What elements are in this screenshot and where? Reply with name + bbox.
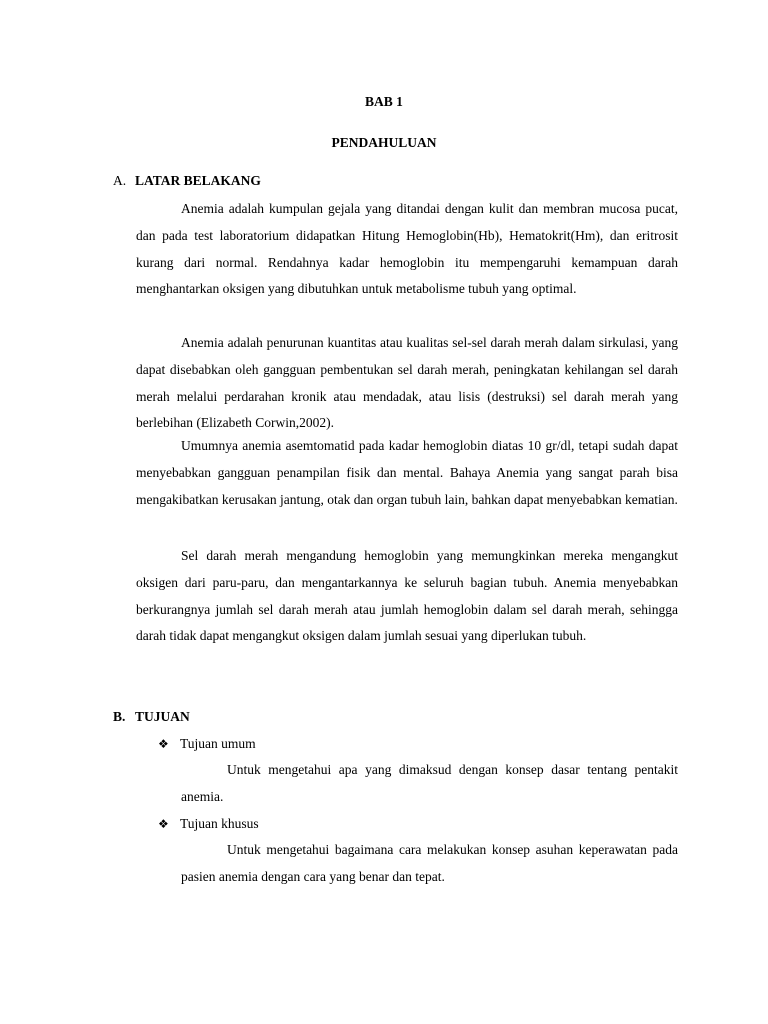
paragraph: Umumnya anemia asemtomatid pada kadar hemoglobin diatas 10 gr/dl, tetapi sudah dapat menyebabkan gangguan penampilan fisik dan mental. Bahaya Anemia yang sangat parah bisa mengakibatkan kerusakan jantung, otak dan organ tubuh lain, bahkan dapat menyebabkan kematian.	[136, 438, 678, 507]
paragraph: Anemia adalah penurunan kuantitas atau kualitas sel-sel darah merah dalam sirkulasi, yang dapat disebabkan oleh gangguan pembentukan sel darah merah, peningkatan kehilangan sel darah merah melalui perdarahan kronik atau mendadak, atau lisis (destruksi) sel darah merah yang berlebihan (Elizabeth Corwin,2002).	[136, 335, 678, 431]
section-letter: B.	[113, 709, 126, 724]
chapter-title: PENDAHULUAN	[331, 135, 437, 150]
bullet-paragraph: Untuk mengetahui apa yang dimaksud dengan konsep dasar tentang pentakit anemia.	[181, 762, 678, 804]
section-title: TUJUAN	[135, 709, 190, 724]
section-title: LATAR BELAKANG	[135, 173, 261, 188]
bullet-item-tujuan-khusus	[158, 815, 259, 833]
diamond-bullet-icon: ❖	[158, 737, 169, 751]
section-heading-latar-belakang	[113, 172, 261, 190]
diamond-bullet-icon: ❖	[158, 817, 169, 831]
chapter-number: BAB 1	[365, 94, 403, 109]
bullet-label: Tujuan khusus	[180, 816, 259, 831]
bullet-label: Tujuan umum	[180, 736, 256, 751]
section-heading-tujuan	[113, 708, 190, 726]
bullet-paragraph: Untuk mengetahui bagaimana cara melakukan konsep asuhan keperawatan pada pasien anemia dengan cara yang benar dan tepat.	[181, 842, 678, 884]
paragraph: Sel darah merah mengandung hemoglobin yang memungkinkan mereka mengangkut oksigen dari paru-paru, dan mengantarkannya ke seluruh bagian tubuh. Anemia menyebabkan berkurangnya jumlah sel darah merah atau jumlah hemoglobin dalam sel darah merah, sehingga darah tidak dapat mengangkut oksigen dalam jumlah sesuai yang diperlukan tubuh.	[136, 548, 678, 644]
bullet-item-tujuan-umum	[158, 735, 256, 753]
paragraph: Anemia adalah kumpulan gejala yang ditandai dengan kulit dan membran mucosa pucat, dan pada test laboratorium didapatkan Hitung Hemoglobin(Hb), Hematokrit(Hm), dan eritrosit kurang dari normal. Rendahnya kadar hemoglobin itu mempengaruhi kemampuan darah menghantarkan oksigen yang dibutuhkan untuk metabolisme tubuh yang optimal.	[136, 201, 678, 297]
section-letter: A.	[113, 173, 127, 188]
